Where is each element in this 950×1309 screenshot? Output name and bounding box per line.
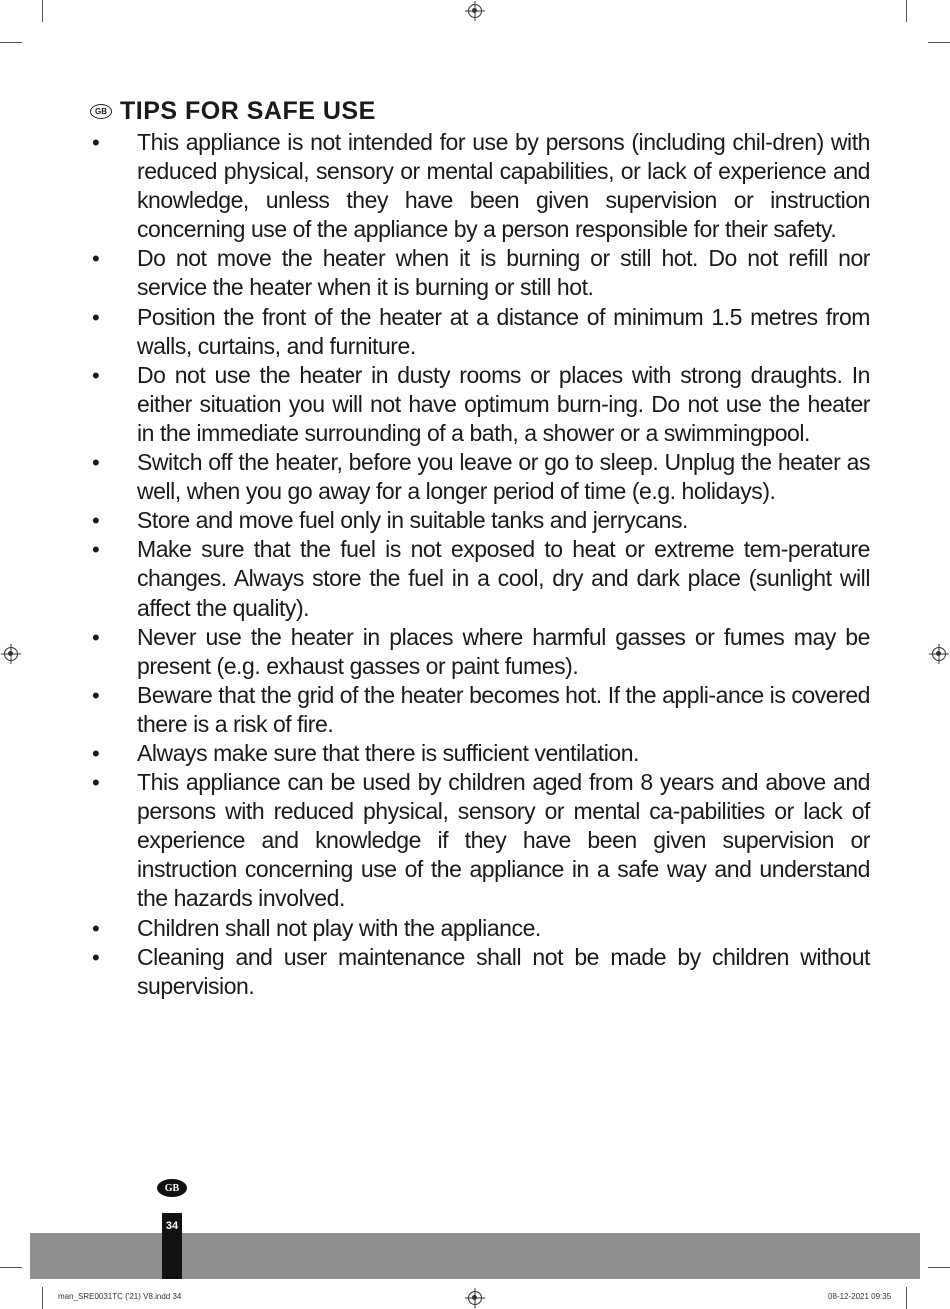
bullet-icon: • bbox=[92, 537, 100, 563]
list-item: • This appliance is not intended for use by persons (including chil-dren) with reduced physical, sensory or mental capabilities, or lack of experience and knowledge, unless they have been given supervision or instruction concerning use of the appliance by a person responsible for their safety. bbox=[92, 129, 870, 243]
main-content bbox=[88, 96, 870, 1001]
bullet-icon: • bbox=[92, 770, 100, 796]
bullet-icon: • bbox=[92, 362, 100, 388]
section-heading bbox=[88, 96, 870, 126]
footer-language-badge: GB bbox=[157, 1179, 187, 1197]
list-item: • Always make sure that there is sufficient ventilation. bbox=[88, 739, 870, 768]
list-item: • Make sure that the fuel is not exposed to heat or extreme tem-perature changes. Always store the fuel in a cool, dry and dark place (sunlight will affect the quality). bbox=[92, 536, 870, 621]
list-item: • Store and move fuel only in suitable tanks and jerrycans. bbox=[88, 506, 870, 535]
list-item: • Children shall not play with the appliance. bbox=[88, 914, 870, 943]
language-badge-icon: GB bbox=[90, 104, 112, 119]
page-number: 34 bbox=[165, 1220, 179, 1232]
crop-mark bbox=[42, 0, 43, 22]
bullet-icon: • bbox=[92, 944, 100, 970]
print-slug-file: man_SRE0031TC ('21) V8.indd 34 bbox=[58, 1292, 182, 1301]
bullet-icon: • bbox=[92, 624, 100, 650]
registration-mark-icon bbox=[932, 647, 946, 661]
registration-mark-icon bbox=[4, 647, 18, 661]
list-item: • Switch off the heater, before you leave or go to sleep. Unplug the heater as well, when you go away for a longer period of time (e.g. holidays). bbox=[92, 449, 870, 505]
bullet-icon: • bbox=[92, 246, 100, 272]
bullet-icon: • bbox=[92, 682, 100, 708]
bullet-icon: • bbox=[92, 130, 100, 155]
list-item: • Beware that the grid of the heater becomes hot. If the appli-ance is covered there is a risk of fire. bbox=[92, 681, 870, 737]
registration-mark-icon bbox=[468, 1291, 482, 1305]
crop-mark bbox=[906, 1287, 907, 1309]
registration-mark-icon bbox=[468, 4, 482, 18]
crop-mark bbox=[906, 0, 907, 22]
bullet-icon: • bbox=[92, 450, 100, 476]
bullet-icon: • bbox=[92, 304, 100, 330]
print-slug-date: 08-12-2021 09:35 bbox=[828, 1292, 892, 1301]
crop-mark bbox=[928, 1267, 950, 1268]
list-item: • Do not move the heater when it is burning or still hot. Do not refill nor service the heater when it is burning or still hot. bbox=[92, 245, 870, 301]
crop-mark bbox=[42, 1287, 43, 1309]
list-item: • Do not use the heater in dusty rooms or places with strong draughts. In either situation you will not have optimum burn-ing. Do not use the heater in the immediate surrounding of a bath, a shower or a swimmingpool. bbox=[92, 361, 870, 446]
bullet-icon: • bbox=[92, 915, 100, 941]
bullet-icon: • bbox=[92, 740, 100, 766]
page-title: TIPS FOR SAFE USE bbox=[120, 96, 376, 125]
crop-mark bbox=[0, 1267, 22, 1268]
list-item: • Cleaning and user maintenance shall not be made by children without supervision. bbox=[92, 943, 870, 999]
list-item: • This appliance can be used by children aged from 8 years and above and persons with reduced physical, sensory or mental ca-pabilities or lack of experience and knowledge if they have been given supervision or instruction concerning use of the appliance in a safe way and understand the hazards involved. bbox=[92, 769, 870, 912]
bullet-icon: • bbox=[92, 508, 100, 534]
list-item: • Position the front of the heater at a distance of minimum 1.5 metres from walls, curtains, and furniture. bbox=[92, 303, 870, 359]
list-item: • Never use the heater in places where harmful gasses or fumes may be present (e.g. exhaust gasses or paint fumes). bbox=[92, 623, 870, 679]
crop-mark bbox=[928, 42, 950, 43]
crop-mark bbox=[0, 42, 22, 43]
tips-list bbox=[88, 128, 870, 1001]
